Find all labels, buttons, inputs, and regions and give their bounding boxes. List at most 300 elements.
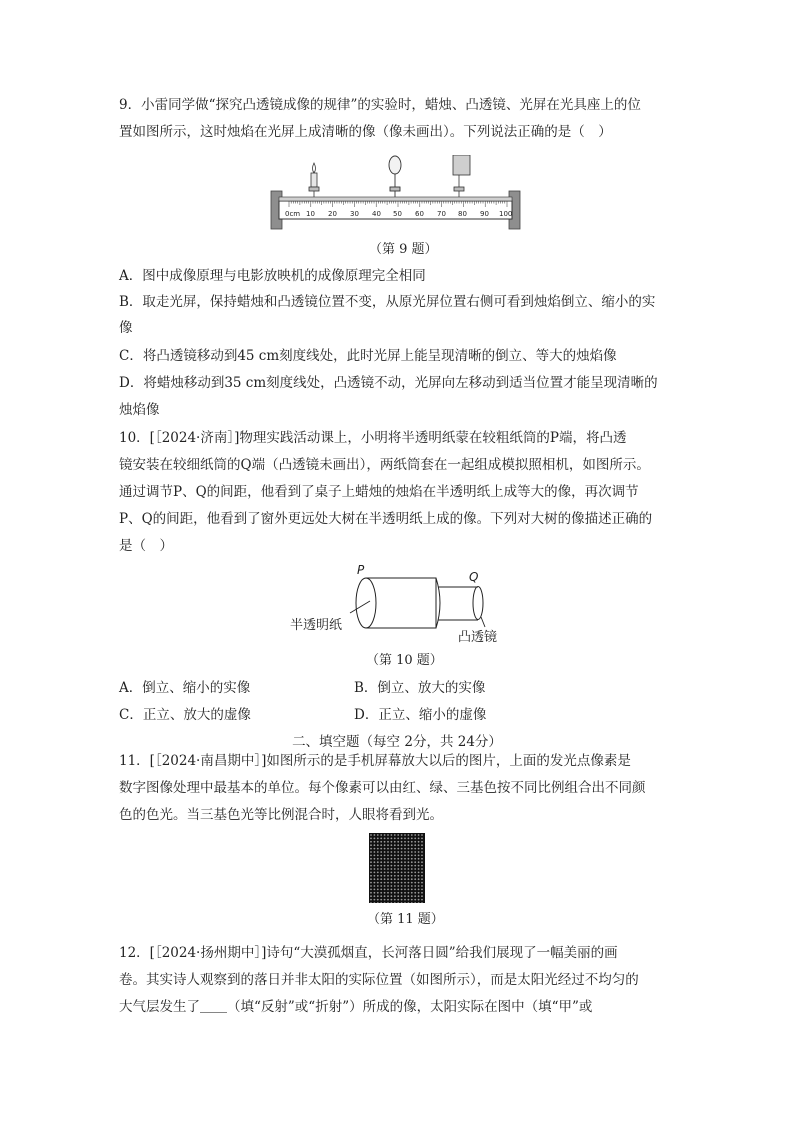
pixel-dot xyxy=(414,895,416,897)
pixel-dot xyxy=(397,848,399,850)
pixel-dot xyxy=(394,858,396,860)
pixel-dot xyxy=(414,851,416,853)
pixel-dot xyxy=(401,899,403,901)
pixel-dot xyxy=(397,892,399,894)
pixel-dot xyxy=(408,895,410,897)
pixel-dot xyxy=(380,841,382,843)
pixel-dot xyxy=(391,868,393,870)
tick-label-40: 40 xyxy=(372,210,381,218)
pixel-dot xyxy=(374,865,376,867)
pixel-dot xyxy=(377,861,379,863)
pixel-dot xyxy=(380,895,382,897)
pixel-dot xyxy=(404,899,406,901)
pixel-dot xyxy=(380,889,382,891)
pixel-dot xyxy=(408,834,410,836)
pixel-dot xyxy=(391,875,393,877)
pixel-dot xyxy=(394,838,396,840)
pixel-dot xyxy=(408,844,410,846)
pixel-dot xyxy=(418,855,420,857)
pixel-dot xyxy=(391,878,393,880)
pixel-dot xyxy=(370,882,372,884)
pixel-dot xyxy=(394,892,396,894)
pixel-dot xyxy=(391,895,393,897)
pixel-dot xyxy=(418,841,420,843)
pixel-dot xyxy=(418,848,420,850)
pixel-dot xyxy=(421,861,423,863)
pixel-dot xyxy=(370,841,372,843)
pixel-dot xyxy=(414,868,416,870)
pixel-dot xyxy=(391,848,393,850)
q10-option-c: C．正立、放大的虚像 xyxy=(119,707,251,723)
pixel-dot xyxy=(418,878,420,880)
pixel-dot xyxy=(391,889,393,891)
pixel-dot xyxy=(394,851,396,853)
q11-line-1: 11．[［2024·南昌期中］]如图所示的是手机屏幕放大以后的图片，上面的发光点像素是 xyxy=(119,753,631,769)
pixel-dot xyxy=(421,895,423,897)
pixel-dot xyxy=(408,872,410,874)
pixel-dot xyxy=(394,875,396,877)
pixel-dot xyxy=(384,841,386,843)
pixel-dot xyxy=(394,834,396,836)
pixel-dot xyxy=(411,892,413,894)
pixel-dot xyxy=(421,865,423,867)
pixel-dot xyxy=(401,848,403,850)
pixel-dot xyxy=(404,885,406,887)
pixel-dot xyxy=(391,844,393,846)
pixel-dot xyxy=(418,858,420,860)
pixel-dot xyxy=(394,844,396,846)
candle xyxy=(309,163,319,197)
pixel-dot xyxy=(370,834,372,836)
pixel-dot xyxy=(408,892,410,894)
pixel-dot xyxy=(380,882,382,884)
pixel-dot xyxy=(377,872,379,874)
pixel-dot xyxy=(397,878,399,880)
pixel-dot xyxy=(370,858,372,860)
pixel-dot xyxy=(380,892,382,894)
pixel-dot xyxy=(411,865,413,867)
pixel-dot xyxy=(404,878,406,880)
pixel-dot xyxy=(414,899,416,901)
pixel-dot xyxy=(418,892,420,894)
pixel-dot xyxy=(380,872,382,874)
pixel-dot xyxy=(380,861,382,863)
pixel-dot xyxy=(418,872,420,874)
pixel-dot xyxy=(418,865,420,867)
pixel-dot xyxy=(404,838,406,840)
pixel-dot xyxy=(404,834,406,836)
pixel-dot xyxy=(414,878,416,880)
pixel-dot xyxy=(374,875,376,877)
pixel-dot xyxy=(377,834,379,836)
pixel-dot xyxy=(408,882,410,884)
pixel-dot xyxy=(401,872,403,874)
pixel-dot xyxy=(414,885,416,887)
pixel-dot xyxy=(421,875,423,877)
pixel-dot xyxy=(374,868,376,870)
pixel-dot xyxy=(370,885,372,887)
pixel-dot xyxy=(421,882,423,884)
pixel-dot xyxy=(414,841,416,843)
pixel-dot xyxy=(374,851,376,853)
pixel-dot xyxy=(380,851,382,853)
pixel-dot xyxy=(384,838,386,840)
pixel-dot xyxy=(377,865,379,867)
pixel-dot xyxy=(421,855,423,857)
pixel-dot xyxy=(401,878,403,880)
q9-option-c: C．将凸透镜移动到45 cm刻度线处，此时光屏上能呈现清晰的倒立、等大的烛焰像 xyxy=(119,348,617,364)
pixel-dot xyxy=(384,895,386,897)
pixel-dot xyxy=(384,878,386,880)
pixel-dot xyxy=(397,885,399,887)
pixel-dot xyxy=(397,895,399,897)
pixel-dot xyxy=(418,834,420,836)
pixel-dot xyxy=(377,848,379,850)
pixel-dot xyxy=(377,855,379,857)
q10-figure-caption: （第 10 题） xyxy=(366,653,443,668)
pixel-dot xyxy=(401,868,403,870)
pixel-dot xyxy=(374,882,376,884)
pixel-dot xyxy=(411,882,413,884)
thick-tube xyxy=(356,578,440,628)
pixel-dot xyxy=(404,855,406,857)
pixel-dot xyxy=(374,858,376,860)
pixel-dot xyxy=(421,844,423,846)
section-fill-in-blank-heading: 二、填空题（每空 2分，共 24分） xyxy=(292,734,502,750)
pixel-dot xyxy=(414,889,416,891)
pixel-dot xyxy=(374,834,376,836)
pixel-dot xyxy=(397,865,399,867)
pixel-dot xyxy=(394,885,396,887)
pixel-dot xyxy=(397,882,399,884)
pixel-dot xyxy=(394,889,396,891)
pixel-dot xyxy=(418,882,420,884)
pixel-dot xyxy=(391,855,393,857)
pixel-dot xyxy=(408,841,410,843)
pixel-dot xyxy=(387,848,389,850)
pixel-dot xyxy=(421,838,423,840)
pixel-dot xyxy=(418,895,420,897)
q9-figure-caption: （第 9 题） xyxy=(369,242,438,257)
pixel-dot xyxy=(380,885,382,887)
pixel-dot xyxy=(408,889,410,891)
pixel-dot xyxy=(387,899,389,901)
pixel-dot xyxy=(384,875,386,877)
pixel-dot xyxy=(421,841,423,843)
pixel-dot xyxy=(404,858,406,860)
pixel-dot xyxy=(377,878,379,880)
pixel-dot xyxy=(397,872,399,874)
pixel-dot xyxy=(401,861,403,863)
pixel-dot xyxy=(397,868,399,870)
pixel-dot xyxy=(397,855,399,857)
q10-line-2: 镜安装在较细纸筒的Q端（凸透镜未画出），两纸筒套在一起组成模拟照相机，如图所示。 xyxy=(119,457,650,473)
pixel-dot xyxy=(384,861,386,863)
pixel-dot xyxy=(387,885,389,887)
q11-figure-caption: （第 11 题） xyxy=(367,912,444,927)
pixel-dot xyxy=(374,878,376,880)
q12-line-1: 12．[［2024·扬州期中］]诗句“大漠孤烟直，长河落日圆”给我们展现了一幅美丽的画 xyxy=(119,945,618,961)
pixel-dot xyxy=(387,844,389,846)
pixel-dot xyxy=(384,882,386,884)
pixel-dot xyxy=(391,892,393,894)
tick-label-30: 30 xyxy=(350,210,359,218)
pixel-dot xyxy=(404,889,406,891)
pixel-dot xyxy=(370,892,372,894)
pixel-dot xyxy=(387,858,389,860)
pixel-dot xyxy=(418,885,420,887)
pixel-dot xyxy=(418,889,420,891)
pixel-dot xyxy=(391,872,393,874)
q10-line-3: 通过调节P、Q的间距，他看到了桌子上蜡烛的烛焰在半透明纸上成等大的像，再次调节 xyxy=(119,484,639,500)
pixel-dot xyxy=(394,895,396,897)
pixel-dot xyxy=(384,834,386,836)
q10-option-b: B．倒立、放大的实像 xyxy=(354,680,486,696)
pixel-dot xyxy=(401,834,403,836)
pixel-dot xyxy=(370,861,372,863)
pixel-dot xyxy=(377,889,379,891)
pixel-dot xyxy=(370,838,372,840)
pixel-dot xyxy=(391,841,393,843)
pixel-dot xyxy=(397,834,399,836)
pixel-dot xyxy=(387,855,389,857)
camera-model-figure xyxy=(288,565,518,645)
label-translucent-paper: 半透明纸 xyxy=(290,618,343,633)
pixel-dot xyxy=(414,834,416,836)
pixel-dot xyxy=(401,889,403,891)
pixel-dot xyxy=(374,885,376,887)
pixel-dot xyxy=(380,878,382,880)
pixel-dot xyxy=(404,844,406,846)
pixel-dot xyxy=(414,892,416,894)
pixel-dot xyxy=(387,841,389,843)
pixel-dot xyxy=(374,844,376,846)
pixel-dot xyxy=(391,861,393,863)
pixel-dot xyxy=(394,848,396,850)
pixel-dot xyxy=(397,875,399,877)
pixel-dot xyxy=(387,834,389,836)
pixel-dot xyxy=(411,858,413,860)
pixel-dot xyxy=(404,848,406,850)
pixel-dot xyxy=(414,861,416,863)
pixel-dot xyxy=(387,872,389,874)
q10-option-a: A．倒立、缩小的实像 xyxy=(119,680,251,696)
pixel-dot xyxy=(411,872,413,874)
pixel-dot xyxy=(414,855,416,857)
pixel-dot xyxy=(411,895,413,897)
pixel-dot xyxy=(377,858,379,860)
pixel-dot xyxy=(384,872,386,874)
pixel-dot xyxy=(397,889,399,891)
pixel-dot xyxy=(387,878,389,880)
q9-option-b: B．取走光屏，保持蜡烛和凸透镜位置不变，从原光屏位置右侧可看到烛焰倒立、缩小的实 xyxy=(119,294,656,310)
pixel-dot xyxy=(414,865,416,867)
pixel-dot xyxy=(384,844,386,846)
pixel-dot xyxy=(411,868,413,870)
pixel-dot xyxy=(411,844,413,846)
pixel-dot xyxy=(421,834,423,836)
pixel-dot xyxy=(394,865,396,867)
pixel-dot xyxy=(384,885,386,887)
q12-line-3: 大气层发生了＿＿（填“反射”或“折射”）所成的像，太阳实际在图中（填“甲”或 xyxy=(119,999,593,1015)
pixel-dot xyxy=(421,872,423,874)
pixel-dot xyxy=(391,865,393,867)
pixel-dot xyxy=(387,882,389,884)
pixel-dot xyxy=(404,872,406,874)
pixel-dot xyxy=(414,872,416,874)
pixel-dot xyxy=(401,841,403,843)
pixel-dot xyxy=(374,872,376,874)
pixel-dot xyxy=(394,872,396,874)
pixel-dot xyxy=(387,895,389,897)
pixel-dot xyxy=(377,895,379,897)
q9-line-2: 置如图所示，这时烛焰在光屏上成清晰的像（像未画出）。下列说法正确的是（ ） xyxy=(119,124,612,140)
pixel-dot xyxy=(391,851,393,853)
pixel-dot xyxy=(401,858,403,860)
pixel-dot xyxy=(374,841,376,843)
pixel-dot xyxy=(370,875,372,877)
pixel-dot xyxy=(404,875,406,877)
pixel-dot xyxy=(380,838,382,840)
pixel-dot xyxy=(408,899,410,901)
q11-line-3: 色的色光。当三基色光等比例混合时，人眼将看到光。 xyxy=(119,807,443,823)
pixel-dot xyxy=(408,861,410,863)
pixel-dot xyxy=(387,865,389,867)
pixel-dot xyxy=(411,885,413,887)
pixel-dot xyxy=(408,878,410,880)
pixel-dot xyxy=(411,855,413,857)
pixel-dot xyxy=(377,875,379,877)
pixel-dot xyxy=(401,885,403,887)
pixel-dot xyxy=(397,838,399,840)
pixel-dot xyxy=(394,868,396,870)
label-p: P xyxy=(357,565,365,577)
pixel-dot xyxy=(387,875,389,877)
pixel-dot xyxy=(394,882,396,884)
pixel-dot xyxy=(401,838,403,840)
pixel-dot xyxy=(401,855,403,857)
pixel-dot xyxy=(408,875,410,877)
pixel-dot xyxy=(401,865,403,867)
pixel-dot xyxy=(404,868,406,870)
pixel-dot xyxy=(404,841,406,843)
label-q: Q xyxy=(469,570,479,584)
pixel-dot xyxy=(374,855,376,857)
pixel-dot xyxy=(401,895,403,897)
pixel-dot xyxy=(408,855,410,857)
pixel-dot xyxy=(391,834,393,836)
pixel-dot xyxy=(404,895,406,897)
pixel-dot xyxy=(414,858,416,860)
q9-option-d: D．将蜡烛移动到35 cm刻度线处，凸透镜不动，光屏向左移动到适当位置才能呈现清晰的 xyxy=(119,375,658,391)
pixel-dot xyxy=(370,855,372,857)
pixel-dot xyxy=(401,882,403,884)
pixel-dot xyxy=(414,875,416,877)
pixel-dot xyxy=(401,875,403,877)
pixel-dot xyxy=(411,834,413,836)
pixel-dot xyxy=(374,889,376,891)
q9-option-d-cont: 烛焰像 xyxy=(119,402,160,418)
q9-option-b-cont: 像 xyxy=(119,320,133,336)
pixel-dot xyxy=(391,882,393,884)
tick-label-60: 60 xyxy=(415,210,424,218)
pixel-dot xyxy=(408,851,410,853)
pixel-dot xyxy=(380,868,382,870)
pixel-dot xyxy=(421,848,423,850)
pixel-screen-image xyxy=(369,833,425,903)
pixel-dot xyxy=(394,841,396,843)
pixel-dot xyxy=(374,848,376,850)
pixel-dot xyxy=(411,841,413,843)
pixel-dot xyxy=(370,865,372,867)
pixel-dot xyxy=(418,844,420,846)
pixel-dot xyxy=(414,838,416,840)
pixel-dot xyxy=(418,861,420,863)
pixel-dot xyxy=(397,841,399,843)
pixel-dot xyxy=(397,861,399,863)
pixel-dot xyxy=(397,899,399,901)
pixel-dot xyxy=(391,838,393,840)
pixel-dot xyxy=(384,899,386,901)
pixel-dot xyxy=(411,851,413,853)
optical-bench-figure xyxy=(267,155,527,235)
pixel-dot xyxy=(401,844,403,846)
q10-line-5: 是（ ） xyxy=(119,538,173,554)
pixel-dot xyxy=(380,858,382,860)
pixel-dot xyxy=(421,851,423,853)
pixel-dot xyxy=(397,858,399,860)
pixel-dot xyxy=(404,892,406,894)
pixel-dot xyxy=(411,889,413,891)
pixel-dot xyxy=(394,899,396,901)
pixel-dot xyxy=(384,855,386,857)
pixel-dot xyxy=(374,838,376,840)
tick-label-100: 100 xyxy=(499,210,513,218)
pixel-dot xyxy=(397,844,399,846)
pixel-dot xyxy=(377,885,379,887)
pixel-dot xyxy=(411,838,413,840)
pixel-dot xyxy=(370,868,372,870)
pixel-dot xyxy=(408,868,410,870)
pixel-dot xyxy=(421,878,423,880)
pixel-dot xyxy=(384,858,386,860)
pixel-dot xyxy=(418,868,420,870)
tick-label-50: 50 xyxy=(393,210,402,218)
pixel-dot xyxy=(370,878,372,880)
pixel-dot xyxy=(418,899,420,901)
pixel-dot xyxy=(421,889,423,891)
pixel-dot xyxy=(374,895,376,897)
pixel-dot xyxy=(394,878,396,880)
pixel-dot xyxy=(377,892,379,894)
light-screen xyxy=(453,155,470,197)
pixel-dot xyxy=(397,851,399,853)
pixel-dot xyxy=(408,838,410,840)
pixel-dot xyxy=(380,875,382,877)
q10-line-4: P、Q的间距，他看到了窗外更远处大树在半透明纸上成的像。下列对大树的像描述正确的 xyxy=(119,511,653,527)
q10-option-d: D．正立、缩小的虚像 xyxy=(354,707,487,723)
pixel-dot xyxy=(370,895,372,897)
pixel-dot xyxy=(401,851,403,853)
pixel-dot xyxy=(370,872,372,874)
pixel-dot xyxy=(370,844,372,846)
pixel-dot xyxy=(414,882,416,884)
pixel-dot xyxy=(394,861,396,863)
pixel-dot xyxy=(404,865,406,867)
pixel-dot xyxy=(384,848,386,850)
pixel-dot xyxy=(411,875,413,877)
pixel-dot xyxy=(384,868,386,870)
